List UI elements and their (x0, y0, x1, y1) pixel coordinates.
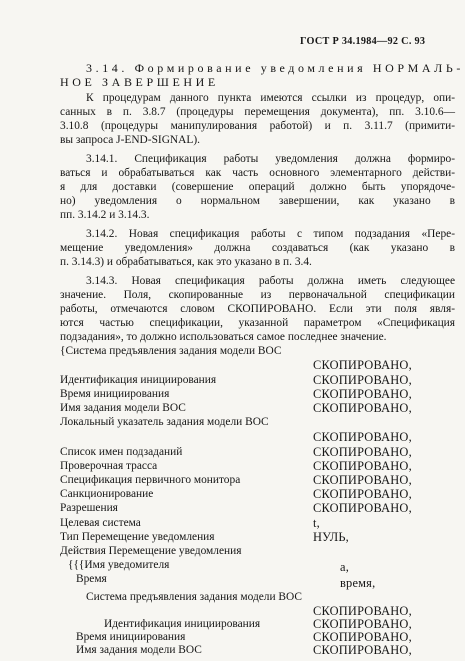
paragraph-line: ются частью спецификации, указанной параметром «Спецификация (60, 317, 455, 329)
field-label: Санкционирование (60, 488, 154, 500)
field-value: СКОПИРОВАНО, (313, 643, 412, 657)
field-value: a, (340, 560, 349, 574)
field-label: {Система предъявления задания модели ВОС (60, 345, 282, 357)
field-label: Список имен подзаданий (60, 446, 183, 458)
field-value: СКОПИРОВАНО, (313, 401, 412, 415)
paragraph-line: ваться и обрабатываться как часть основного элементарного действи- (60, 167, 455, 179)
paragraph-line: К процедурам данного пункта имеются ссылки из процедур, опи- (86, 92, 455, 104)
field-label: Время инициирования (60, 388, 170, 400)
field-value: СКОПИРОВАНО, (313, 501, 412, 515)
page-header: ГОСТ Р 34.1984—92 С. 93 (300, 36, 426, 47)
field-value: СКОПИРОВАНО, (313, 373, 412, 387)
paragraph-line: значение. Поля, скопированные из первоначальной спецификации (60, 289, 455, 301)
field-label: Имя задания модели ВОС (60, 402, 186, 414)
paragraph-line: санных в п. 3.8.7 (процедуры перемещения документа), пп. 3.10.6— (60, 106, 455, 118)
paragraph-line: пп. 3.14.2 и 3.14.3. (60, 209, 150, 221)
field-label: Локальный указатель задания модели ВОС (60, 416, 269, 428)
field-value: СКОПИРОВАНО, (313, 604, 412, 618)
paragraph-line: п. 3.14.3) и обрабатываться, как это указано в п. 3.4. (60, 256, 312, 268)
section-title-line1: 3.14. Формирование уведомления НОРМАЛЬ- (86, 61, 464, 75)
field-value: СКОПИРОВАНО, (313, 445, 412, 459)
paragraph-line: 3.14.3. Новая спецификация работы должна иметь следующее (86, 275, 455, 287)
paragraph-line: но) уведомления о нормальном завершении, как указано в (60, 195, 455, 207)
paragraph-line: 3.10.8 (процедуры манипулирования работой) и п. 3.11.7 (примити- (60, 120, 455, 132)
paragraph-line: я для доставки (совершение операций должно быть упорядоче- (60, 181, 455, 193)
field-label: Имя задания модели ВОС (76, 644, 202, 656)
field-label: Система предъявления задания модели ВОС (86, 591, 302, 603)
paragraph-line: мещение уведомления» должна создаваться (как указано в (60, 242, 455, 254)
paragraph-line: вы запроса J-END-SIGNAL). (60, 134, 200, 146)
field-label: Идентификация инициирования (60, 374, 217, 386)
paragraph-line: 3.14.1. Спецификация работы уведомления должна формиро- (86, 153, 455, 165)
field-value: СКОПИРОВАНО, (313, 617, 412, 631)
field-label: Целевая система (60, 517, 141, 529)
field-label: Время инициирования (76, 631, 186, 643)
section-title-line2: НОЕ ЗАВЕРШЕНИЕ (60, 75, 219, 89)
field-value: СКОПИРОВАНО, (313, 358, 412, 372)
field-label: Идентификация инициирования (104, 618, 261, 630)
paragraph-line: 3.14.2. Новая спецификация работы с типом подзадания «Пере- (86, 228, 455, 240)
field-label: Спецификация первичного монитора (60, 474, 241, 486)
field-label: Действия Перемещение уведомления (60, 545, 242, 557)
field-label: Проверочная трасса (60, 460, 158, 472)
field-value: СКОПИРОВАНО, (313, 387, 412, 401)
field-value: время, (340, 576, 376, 590)
field-label: {{{Имя уведомителя (68, 559, 170, 571)
field-value: СКОПИРОВАНО, (313, 459, 412, 473)
field-value: НУЛЬ, (313, 530, 349, 544)
paragraph-line: работы, отмечаются словом СКОПИРОВАНО. Если эти поля явля- (60, 303, 455, 315)
field-label: Разрешения (60, 502, 118, 514)
field-label: Тип Перемещение уведомления (60, 531, 215, 543)
field-value: СКОПИРОВАНО, (313, 487, 412, 501)
field-label: Время (76, 573, 107, 585)
field-value: СКОПИРОВАНО, (313, 630, 412, 644)
paragraph-line: подзадания», то должно использоваться самое последнее значение. (60, 331, 387, 343)
field-value: СКОПИРОВАНО, (313, 430, 412, 444)
field-value: t, (313, 516, 320, 530)
field-value: СКОПИРОВАНО, (313, 473, 412, 487)
